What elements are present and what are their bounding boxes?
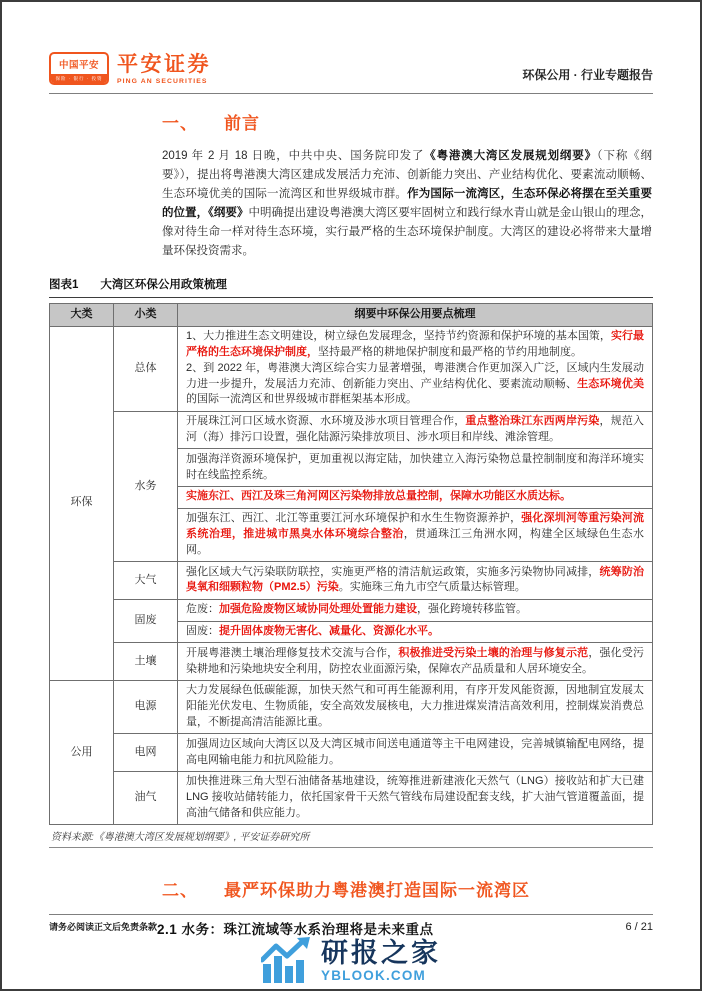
- footer-row: [2, 915, 700, 933]
- policy-table: [49, 303, 653, 825]
- cell-youqi: 加快推进珠三角大型石油储备基地建设，统筹推进新建液化天然气（LNG）接收站和扩大已建 LNG 接收站储转能力，依托国家骨干天然气管线布局建设配套支线，扩大油气管道覆盖面，提高油气储备和供应能力。: [178, 771, 653, 824]
- figure-source-note: 资料来源:《粤港澳大湾区发展规划纲要》, 平安证券研究所: [49, 825, 653, 848]
- table-row: [50, 599, 653, 621]
- section-1-text: 前言: [224, 114, 260, 133]
- figure-title: 大湾区环保公用政策梳理: [100, 279, 227, 291]
- category-gongyong: 公用: [50, 680, 114, 824]
- badge-subtext: 保险 · 银行 · 投资: [51, 74, 107, 83]
- intro-paragraph: 2019 年 2 月 18 日晚，中共中央、国务院印发了《粤港澳大湾区发展规划纲要》（下称《纲要》），提出将粤港澳大湾区建成发展活力充沛、创新能力突出、产业结构优化、要素流动顺畅、生态环境优美的国际一流湾区和世界级城市群。作为国际一流湾区，生态环保必将摆在至关重要的位置，《纲要》中明确提出建设粤港澳大湾区要牢固树立和践行绿水青山就是金山银山的理念，像对待生命一样对待生态环境，实行最严格的生态环境保护制度。大湾区的建设必将带来大量增量环保投资需求。: [162, 150, 653, 257]
- page-number: 6 / 21: [625, 920, 653, 933]
- brand-name-cn: 平安证券: [117, 53, 211, 76]
- subsection-2-1-title: 2.1 水务：珠江流域等水系治理将是未来重点: [157, 922, 434, 938]
- table-row: [50, 562, 653, 600]
- cell-shuiwu-1: 开展珠江河口区域水资源、水环境及涉水项目管理合作，重点整治珠江东西两岸污染，规范入河（海）排污口设置，强化陆源污染排放项目、涉水项目和岸线、滩涂管理。: [178, 411, 653, 449]
- cell-shuiwu-4: 加强东江、西江、北江等重要江河水环境保护和水生生物资源养护，强化深圳河等重污染河流系统治理，推进城市黑臭水体环境综合整治，贯通珠江三角洲水网，构建全区域绿色生态水网。: [178, 508, 653, 561]
- cell-shuiwu-3: 实施东江、西江及珠三角河网区污染物排放总量控制，保障水功能区水质达标。: [178, 486, 653, 508]
- brand-name-en: PING AN SECURITIES: [117, 78, 208, 85]
- cell-zongti: 1、大力推进生态文明建设，树立绿色发展理念，坚持节约资源和保护环境的基本国策，实行最严格的生态环境保护制度，坚持最严格的耕地保护制度和最严格的节约用地制度。 2、到 2022 年，粤港澳大湾区综合实力显著增强，粤港澳合作更加深入广泛，区域内生发展动力进一步提升，发展活力充沛、创新能力突出、产业结构优化、要素流动顺畅、生态环境优美的国际一流湾区和世界级城市群框架基本形成。: [178, 326, 653, 411]
- col-header-subcategory: 小类: [114, 304, 178, 327]
- cell-dianyuan: 大力发展绿色低碳能源，加快天然气和可再生能源利用，有序开发风能资源，因地制宜发展太阳能光伏发电、生物质能，安全高效发展核电，大力推进煤炭清洁高效利用，控制煤炭消费总量，不断提高清洁能源比重。: [178, 680, 653, 733]
- subcat-zongti: 总体: [114, 326, 178, 411]
- watermark-site: YBLOOK.COM: [321, 967, 426, 983]
- col-header-category: 大类: [50, 304, 114, 327]
- watermark-name: 研报之家: [321, 937, 441, 968]
- figure-label: 图表1: [49, 279, 79, 291]
- cell-gufei-2: 固废：提升固体废物无害化、减量化、资源化水平。: [178, 621, 653, 643]
- section-2-title: [162, 876, 653, 901]
- figure-caption: [49, 276, 653, 298]
- report-footer: [2, 914, 700, 989]
- cell-daqi: 强化区域大气污染联防联控，实施更严格的清洁航运政策，实施多污染物协同减排，统筹防治臭氧和细颗粒物（PM2.5）污染。实施珠三角九市空气质量达标管理。: [178, 562, 653, 600]
- table-row: [50, 734, 653, 772]
- table-header-row: [50, 304, 653, 327]
- report-body: [2, 109, 700, 938]
- subcat-daqi: 大气: [114, 562, 178, 600]
- watermark-text: [321, 938, 441, 983]
- subcat-gufei: 固废: [114, 599, 178, 643]
- ybook-watermark: [2, 933, 700, 989]
- section-1-title: [162, 109, 653, 134]
- section-2-number: 二、: [162, 881, 198, 901]
- pingan-logo-icon: [49, 52, 109, 85]
- table-row: [50, 680, 653, 733]
- table-row: [50, 643, 653, 681]
- cell-shuiwu-2: 加强海洋资源环境保护，更加重视以海定陆，加快建立入海污染物总量控制制度和海洋环境实时在线监控系统。: [178, 449, 653, 487]
- pingan-brand: [49, 52, 211, 85]
- col-header-points: 纲要中环保公用要点梳理: [178, 304, 653, 327]
- table-row: [50, 771, 653, 824]
- bar-chart-arrow-icon: [261, 937, 311, 983]
- cell-dianwang: 加强周边区域向大湾区以及大湾区城市间送电通道等主干电网建设，完善城镇输配电网络，提高电网输电能力和抗风险能力。: [178, 734, 653, 772]
- disclaimer-text: 请务必阅读正文后免责条款: [49, 922, 158, 932]
- table-row: [50, 411, 653, 449]
- subcat-turang: 土壤: [114, 643, 178, 681]
- brand-text: [117, 52, 211, 85]
- badge-text: 中国平安: [58, 60, 99, 71]
- section-2-text: 最严环保助力粤港澳打造国际一流湾区: [224, 881, 530, 901]
- table-row: [50, 326, 653, 411]
- subcat-shuiwu: 水务: [114, 411, 178, 561]
- subcat-youqi: 油气: [114, 771, 178, 824]
- report-header: [2, 2, 700, 85]
- cell-turang: 开展粤港澳土壤治理修复技术交流与合作，积极推进受污染土壤的治理与修复示范，强化受污染耕地和污染地块安全利用，防控农业面源污染，保障农产品质量和人居环境安全。: [178, 643, 653, 681]
- category-huanbao: 环保: [50, 326, 114, 680]
- subcat-dianwang: 电网: [114, 734, 178, 772]
- header-divider: [49, 93, 653, 94]
- cell-gufei-1: 危废：加强危险废物区域协同处理处置能力建设，强化跨境转移监管。: [178, 599, 653, 621]
- subcat-dianyuan: 电源: [114, 680, 178, 733]
- section-1-number: 一、: [162, 114, 198, 133]
- report-type-label: 环保公用 · 行业专题报告: [522, 68, 653, 82]
